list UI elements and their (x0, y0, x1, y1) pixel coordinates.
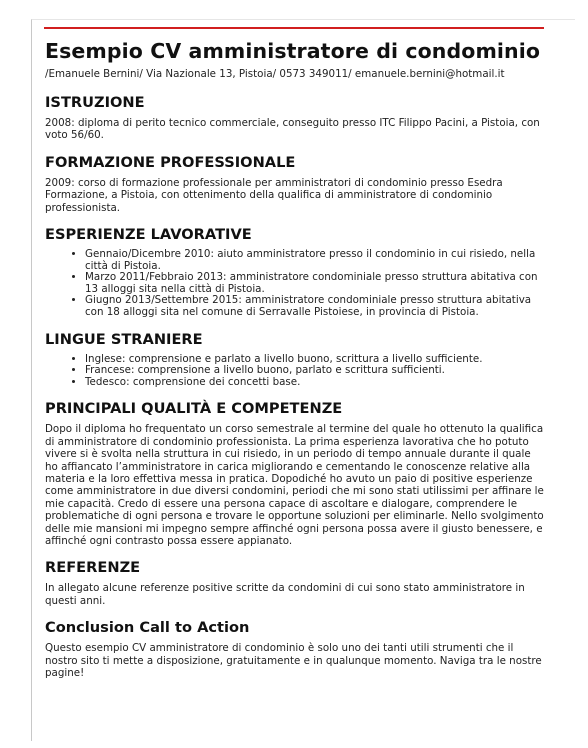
section-heading-referenze: REFERENZE (45, 559, 141, 577)
conclusion-text: Questo esempio CV amministratore di condominio è solo uno dei tanti utili strumenti che il nostro sito ti mette a disposizione, gratuitamente e in qualunque momento. Naviga tra le nostre pagine! (45, 642, 542, 680)
cv-title: Esempio CV amministratore di condominio (45, 39, 541, 63)
cv-content (45, 38, 545, 679)
list-item: • Tedesco: comprensione dei concetti base. (85, 377, 545, 389)
section-heading-conclusion: Conclusion Call to Action (45, 619, 250, 637)
list-item: • Francese: comprensione a livello buono, parlato e scrittura sufficienti. (85, 365, 545, 377)
lingue-list (45, 354, 545, 389)
istruzione-text: 2008: diploma di perito tecnico commerciale, conseguito presso ITC Filippo Pacini, a Pistoia, con voto 56/60. (45, 117, 540, 142)
esperienze-list (45, 249, 545, 319)
section-heading-esperienze: ESPERIENZE LAVORATIVE (45, 226, 252, 244)
list-item: • Inglese: comprensione e parlato a livello buono, scrittura a livello sufficiente. (85, 354, 545, 366)
accent-divider (44, 27, 544, 29)
contact-line: /Emanuele Bernini/ Via Nazionale 13, Pistoia/ 0573 349011/ emanuele.bernini@hotmail.it (45, 68, 505, 80)
list-item: • Giugno 2013/Settembre 2015: amministratore condominiale presso struttura abitativa con 18 alloggi sita nel comune di Serravalle Pistoiese, in provincia di Pistoia. (85, 295, 545, 318)
section-heading-qualita: PRINCIPALI QUALITÀ E COMPETENZE (45, 400, 343, 418)
list-item: • Marzo 2011/Febbraio 2013: amministratore condominiale presso struttura abitativa con 13 alloggi sita nella città di Pistoia. (85, 272, 545, 295)
qualita-text: Dopo il diploma ho frequentato un corso semestrale al termine del quale ho ottenuto la qualifica di amministratore di condominio professionista. La prima esperienza lavorativa che ho potuto vivere si è svolta nella struttura in cui risiedo, in un periodo di tempo annuale durante il quale ho affiancato l’amministratore in carica migliorando e cementando le conoscenze relative alla materia e la loro effettiva messa in pratica. Dopodiché ho avuto un paio di positive esperienze come amministratore in due diversi condomini, periodi che mi sono stati utilissimi per affinare le mie capacità. Credo di essere una persona capace di ascoltare e dialogare, comprendere le problematiche di ogni persona e trovare le opportune soluzioni per eliminarle. Nello svolgimento delle mie mansioni mi impegno sempre affinché ogni persona possa avere il giusto benessere, e affinché ogni contrasto possa essere appianato. (45, 423, 544, 548)
section-heading-istruzione: ISTRUZIONE (45, 94, 145, 111)
formazione-text: 2009: corso di formazione professionale per amministratori di condominio presso Esedra Formazione, a Pistoia, con ottenimento della qualifica di amministratore di condominio professionista. (45, 176, 503, 214)
referenze-text: In allegato alcune referenze positive scritte da condomini di cui sono stato amministratore in questi anni. (45, 582, 525, 607)
section-heading-lingue: LINGUE STRANIERE (45, 330, 203, 348)
list-item: • Gennaio/Dicembre 2010: aiuto amministratore presso il condominio in cui risiedo, nella città di Pistoia. (85, 249, 545, 272)
section-heading-formazione: FORMAZIONE PROFESSIONALE (45, 153, 296, 171)
